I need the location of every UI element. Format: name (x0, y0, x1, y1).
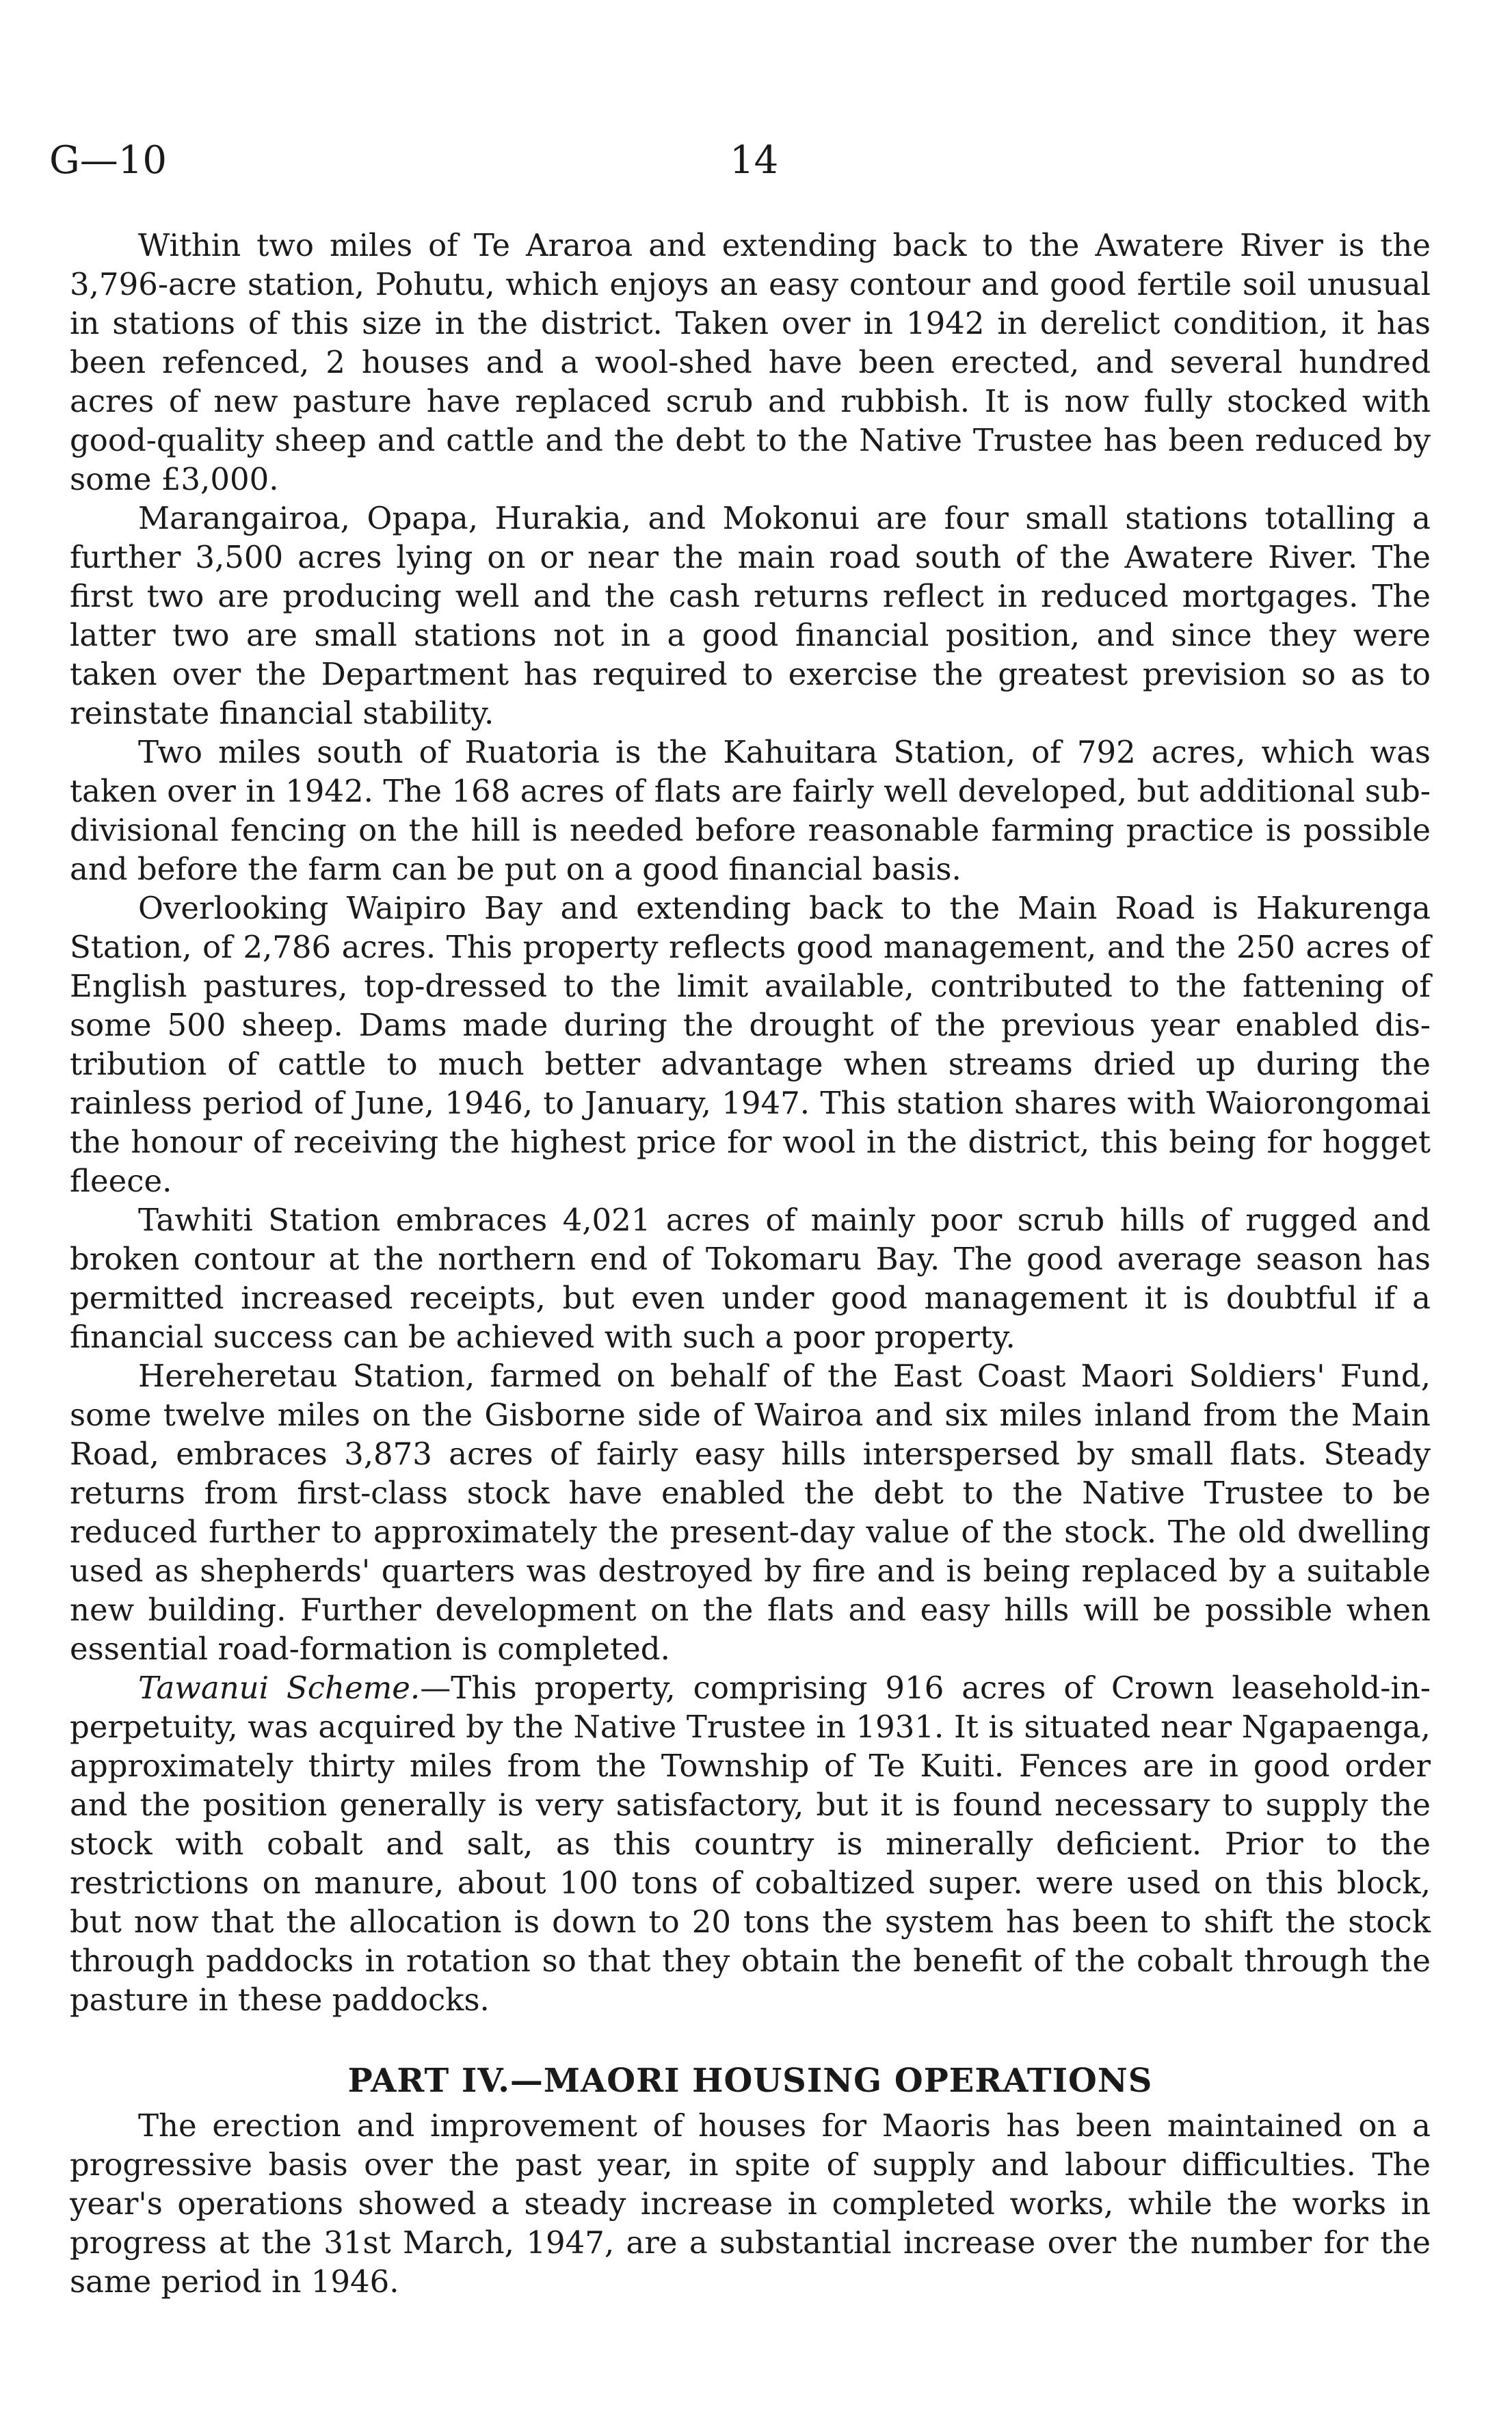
paragraph-hakurenga: Overlooking Waipiro Bay and extending back to the Main Road is Hakurenga Station, of 2,786 acres. This property reflects good management, and the 250 acres of English pastures, top-dressed to the limit available, contributed to the fattening of some 500 sheep. Dams made during the drought of the previous year enabled dis-tribution of cattle to much better advantage when streams dried up during the rainless period of June, 1946, to January, 1947. This station shares with Waiorongomai the honour of receiving the highest price for wool in the district, this being for hogget fleece. (70, 890, 1431, 1199)
paragraph-hereheretau: Hereheretau Station, farmed on behalf of the East Coast Maori Soldiers' Fund, some twelve miles on the Gisborne side of Wairoa and six miles inland from the Main Road, embraces 3,873 acres of fairly easy hills interspersed by small flats. Steady returns from first-class stock have enabled the debt to the Native Trustee to be reduced further to approximately the present-day value of the stock. The old dwelling used as shepherds' quarters was destroyed by fire and is being replaced by a suitable new building. Further development on the flats and easy hills will be possible when essential road-formation is completed. (70, 1358, 1431, 1667)
body-text (70, 226, 1431, 2301)
page-number: 14 (730, 138, 779, 183)
paragraph-pohutu: Within two miles of Te Araroa and extending back to the Awatere River is the 3,796-acre station, Pohutu, which enjoys an easy contour and good fertile soil unusual in stations of this size in the district. Taken over in 1942 in derelict condition, it has been refenced, 2 houses and a wool-shed have been erected, and several hundred acres of new pasture have replaced scrub and rubbish. It is now fully stocked with good-quality sheep and cattle and the debt to the Native Trustee has been reduced by some £3,000. (70, 227, 1431, 497)
paragraph-tawhiti: Tawhiti Station embraces 4,021 acres of mainly poor scrub hills of rugged and broken contour at the northern end of Tokomaru Bay. The good average season has permitted increased receipts, but even under good management it is doubtful if a financial success can be achieved with such a poor property. (70, 1202, 1431, 1355)
document-code: G—10 (49, 138, 167, 183)
paragraph-housing: The erection and improvement of houses for Maoris has been maintained on a progressive basis over the past year, in spite of supply and labour difficulties. The year's operations showed a steady increase in completed works, while the works in progress at the 31st March, 1947, are a substantial increase over the number for the same period in 1946. (70, 2107, 1431, 2300)
section-heading: PART IV.—MAORI HOUSING OPERATIONS (347, 2062, 1153, 2100)
running-head (49, 137, 1465, 185)
paragraph-tawanui (70, 1668, 1431, 2019)
paragraph-kahuitara: Two miles south of Ruatoria is the Kahuitara Station, of 792 acres, which was taken over in 1942. The 168 acres of flats are fairly well developed, but additional sub-divisional fencing on the hill is needed before reasonable farming practice is possible and before the farm can be put on a good financial basis. (70, 734, 1431, 887)
paragraph-marangairoa: Marangairoa, Opapa, Hurakia, and Mokonui are four small stations totalling a further 3,500 acres lying on or near the main road south of the Awatere River. The first two are producing well and the cash returns reflect in reduced mortgages. The latter two are small stations not in a good financial position, and since they were taken over the Department has required to exercise the greatest prevision so as to reinstate financial stability. (70, 500, 1431, 731)
tawanui-title: Tawanui Scheme. (138, 1670, 421, 1706)
tawanui-body: —This property, comprising 916 acres of Crown leasehold-in-perpetuity, was acquired by the Native Trustee in 1931. It is situated near Ngapaenga, approximately thirty miles from the Township of Te Kuiti. Fences are in good order and the position generally is very satisfactory, but it is found necessary to supply the stock with cobalt and salt, as this country is minerally deficient. Prior to the restrictions on manure, about 100 tons of cobaltized super. were used on this block, but now that the allocation is down to 20 tons the system has been to shift the stock through paddocks in rotation so that they obtain the benefit of the cobalt through the pasture in these paddocks. (70, 1670, 1431, 2018)
